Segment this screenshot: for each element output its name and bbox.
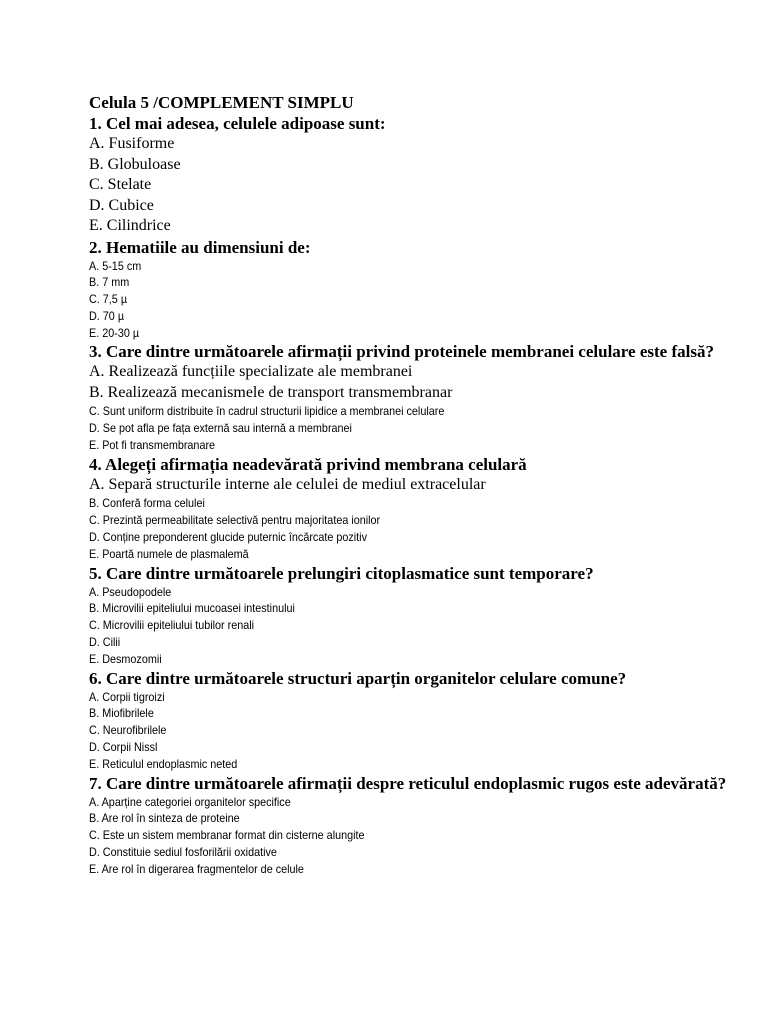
- answer-option: B. Are rol în sinteza de proteine: [89, 811, 240, 826]
- answer-options: [89, 258, 749, 342]
- answer-option: B. Microvilii epiteliului mucoasei intestinului: [89, 601, 295, 616]
- answer-option: A. 5-15 cm: [89, 258, 142, 273]
- answer-option: D. Constituie sediul fosforilării oxidative: [89, 844, 277, 859]
- answer-option: A. Separă structurile interne ale celulei de mediul extracelular: [89, 475, 486, 493]
- answer-options: [89, 362, 749, 453]
- answer-option: D. Corpii Nissl: [89, 739, 158, 754]
- answer-option: E. Desmozomii: [89, 651, 162, 666]
- answer-options: [89, 794, 749, 878]
- answer-options: [89, 475, 749, 563]
- question-title: 4. Alegeți afirmația neadevărată privind membrana celulară: [89, 454, 527, 474]
- question-block: [89, 341, 749, 453]
- answer-option: B. 7 mm: [89, 275, 130, 290]
- answer-option: A. Pseudopodele: [89, 584, 172, 599]
- question-title: 5. Care dintre următoarele prelungiri citoplasmatice sunt temporare?: [89, 563, 594, 583]
- answer-option: C. Microvilii epiteliului tubilor renali: [89, 618, 255, 633]
- document-heading: Celula 5 /COMPLEMENT SIMPLU: [89, 93, 354, 112]
- question-title: 7. Care dintre următoarele afirmații despre reticulul endoplasmic rugos este adevărată?: [89, 773, 727, 793]
- question-block: [89, 113, 749, 237]
- question-block: [89, 668, 749, 773]
- answer-option: E. Poartă numele de plasmalemă: [89, 546, 249, 561]
- answer-option: A. Aparține categoriei organitelor specifice: [89, 794, 291, 809]
- answer-option: B. Globuloase: [89, 155, 181, 173]
- answer-option: E. Pot fi transmembranare: [89, 438, 216, 453]
- answer-option: C. 7,5 µ: [89, 292, 128, 307]
- answer-option: C. Este un sistem membranar format din cisterne alungite: [89, 828, 365, 843]
- answer-options: [89, 584, 749, 668]
- answer-option: C. Prezintă permeabilitate selectivă pentru majoritatea ionilor: [89, 513, 381, 528]
- answer-option: D. Cilii: [89, 634, 121, 649]
- answer-option: E. Reticulul endoplasmic neted: [89, 756, 238, 771]
- answer-option: B. Realizează mecanismele de transport transmembranar: [89, 383, 453, 401]
- answer-options: [89, 134, 749, 237]
- question-title: 3. Care dintre următoarele afirmații privind proteinele membranei celulare este falsă?: [89, 342, 714, 362]
- answer-option: D. Conține preponderent glucide puternic încărcate pozitiv: [89, 529, 367, 544]
- answer-option: C. Stelate: [89, 176, 152, 193]
- question-block: [89, 773, 749, 878]
- answer-option: C. Sunt uniform distribuite în cadrul structurii lipidice a membranei celulare: [89, 404, 445, 419]
- answer-option: A. Fusiforme: [89, 135, 175, 152]
- answer-option: D. Se pot afla pe fața externă sau internă a membranei: [89, 421, 352, 436]
- answer-options: [89, 689, 749, 773]
- answer-option: E. Cilindrice: [89, 217, 171, 234]
- question-title: 6. Care dintre următoarele structuri aparțin organitelor celulare comune?: [89, 668, 627, 688]
- answer-option: E. Are rol în digerarea fragmentelor de celule: [89, 861, 304, 876]
- question-title: 1. Cel mai adesea, celulele adipoase sunt:: [89, 114, 386, 133]
- document-page: [89, 92, 749, 878]
- question-title: 2. Hematiile au dimensiuni de:: [89, 237, 311, 257]
- answer-option: D. 70 µ: [89, 308, 125, 323]
- answer-option: E. 20-30 µ: [89, 325, 140, 340]
- question-block: [89, 237, 749, 342]
- question-block: [89, 563, 749, 668]
- answer-option: A. Realizează funcțiile specializate ale membranei: [89, 363, 413, 381]
- answer-option: B. Miofibrilele: [89, 706, 154, 721]
- answer-option: D. Cubice: [89, 196, 154, 214]
- answer-option: B. Conferă forma celulei: [89, 496, 205, 511]
- answer-option: C. Neurofibrilele: [89, 723, 167, 738]
- question-list: [89, 113, 749, 878]
- answer-option: A. Corpii tigroizi: [89, 689, 165, 704]
- question-block: [89, 454, 749, 563]
